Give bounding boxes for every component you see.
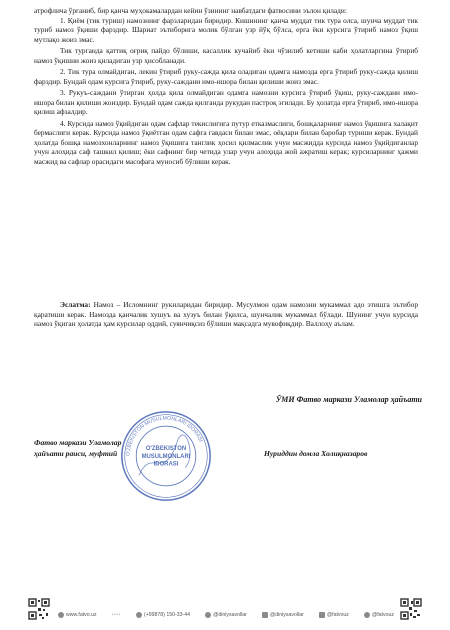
paragraph-point-4: 4. Курсида намоз ўқийдиган одам сафлар текислигига путур етказмаслиги, бошқаларнинг намоз ўқишига халақит бермаслиги керак. Курсида намоз ўқиётган одам сафга гавдаси билан эмас, оёқлари билан баробар туриши керак. Бундай ҳолатда бошқа намозхонларнинг намоз ўқишига танглик ҳосил қилмаслик учун масжидда курсида намоз ўқийдиганлар учун алоҳида саф ташкил қилиш; ёки сафнинг бир четида улар учун алоҳида жой ажратиш керак; курсиларнинг ҳажми масжид ва сафлар орасидаги масофага муносиб бўлиши керак.: [34, 118, 418, 166]
paragraph-point-1: 1. Қиём (тик туриш) намознинг фарзларидан биридир. Кишининг қанча муддат тик тура олса, шунча муддат тик туриб намоз ўқиши фарздир. Шариат эътиборига молик бўлган узр йўқ бўлса, ерга ёки курсига ўтириб намоз ўқиш мутлақо жоиз эмас.: [34, 15, 418, 44]
official-stamp: [118, 408, 214, 504]
footer-website[interactable]: www.fatvo.uz: [58, 612, 97, 618]
paragraph-intro: атрофлича ўрганиб, бир қанча муҳокамалардан кейин ўзининг навбатдаги фатвосини эълон қилади:: [34, 6, 347, 15]
globe-icon: [58, 612, 64, 618]
footer-contacts: www.fatvo.uz •••• (+99878) 150-33-44 @diniysavollar @diniysavollar @fatvouz @fatvouz: [58, 612, 394, 618]
youtube-icon: [262, 612, 268, 618]
footer-phone[interactable]: (+99878) 150-33-44: [136, 612, 190, 618]
instagram-icon: [319, 612, 325, 618]
qr-code-right-icon: [400, 598, 422, 620]
note-text: Намоз – Исломнинг рукнларидан биридир. Мусулмон одам намозни мукаммал адо этишга эътибор қаратиши керак. Намозда қанчалик хушуъ ва хузуъ билан ўқилса, шунчалик мукаммал бўлади. Шунинг учун курсида намоз ўқиган ҳолатда ҳам курсилар оддий, суянчиқсиз бўлиши мақсадга мувофиқдир. Валлоҳу аълам.: [34, 300, 418, 329]
footer-social-2[interactable]: @diniysavollar: [262, 612, 304, 618]
paragraph-excuse: Тик турганда қаттиқ оғриқ пайдо бўлиши, касаллик кучайиб ёки чўзилиб кетиши каби ҳолатларгина ўтириб намоз ўқишни жоиз қиладиган узр ҳисобланади.: [34, 46, 418, 65]
footer-social-1[interactable]: @diniysavollar: [205, 612, 247, 618]
paragraph-point-3: 3. Рукуъ-саждани ўтирган ҳолда қила олмайдиган одамга намозни курсига ўтириб ўқиш, руку-саждани имо-ишора билан қилиши жоиздир. Бундай одам сажда қилганда рукудан пастроқ эгилади. Бу ҳолатда ерга ўтириб, имо-ишора қилиш афзалдир.: [34, 88, 418, 116]
fatwa-body: [34, 6, 418, 166]
telegram-icon: [205, 612, 211, 618]
footer-social-3[interactable]: @fatvouz: [319, 612, 349, 618]
stamp-center-line-3: IDORASI: [153, 461, 179, 468]
stamp-center-line-2: MUSULMONLARI: [141, 453, 191, 460]
facebook-icon: [364, 612, 370, 618]
footer-social-4[interactable]: @fatvouz: [364, 612, 394, 618]
signatory-title-line-1: Фатво маркази Уламолар: [34, 438, 122, 447]
signatory-title: [34, 438, 121, 459]
organization-line: ЎМИ Фатво маркази Уламолар ҳайъати: [275, 395, 422, 404]
stamp-center-line-1: O'ZBEKISTON: [145, 446, 187, 453]
paragraph-point-2: 2. Тик тура олмайдиган, лекин ўтириб руку-сажда қила оладиган одамга намозда ерга ўтириб руку-сажда қилиш фарздир. Бундай одам курсига ўтириб, руку-саждани имо-ишора билан қилиши жоиз эмас.: [34, 67, 418, 86]
stamp-ring-text: O'ZBEKISTON MUSULMONLARI IDORASI: [125, 415, 204, 457]
page-footer: [0, 590, 450, 630]
qr-code-left-icon: [28, 598, 50, 620]
phone-icon: [136, 612, 142, 618]
signatory-name: Нуриддин домла Холиқназаров: [264, 449, 368, 458]
note-label: Эслатма:: [60, 300, 91, 309]
note-block: [34, 300, 418, 329]
signatory-title-line-2: ҳайъати раиси, муфтий: [34, 448, 118, 458]
